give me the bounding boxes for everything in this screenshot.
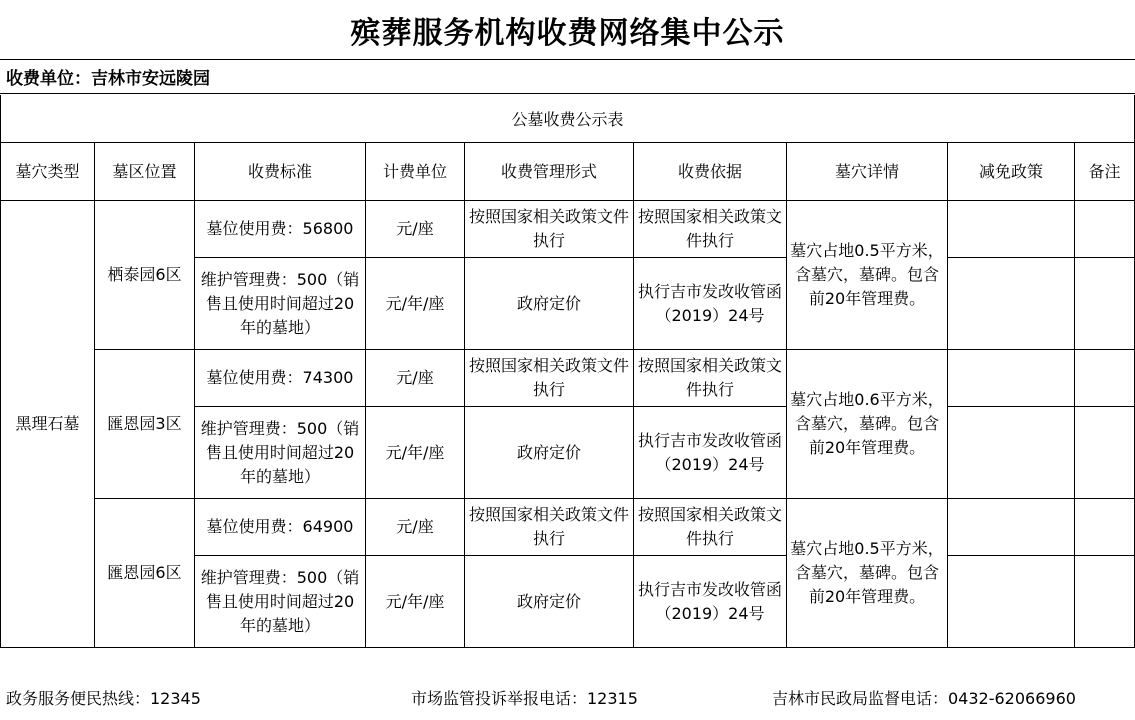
table-caption: 公墓收费公示表 [0,95,1135,143]
grave-type-cell: 黑理石墓 [1,201,95,648]
page-title: 殡葬服务机构收费网络集中公示 [0,0,1135,60]
header-grave-type: 墓穴类型 [1,143,95,201]
remarks-cell [1075,499,1135,556]
maint-unit-cell: 元/年/座 [366,258,465,350]
maint-basis-cell: 执行吉市发改收管函（2019）24号 [634,556,787,648]
header-form: 收费管理形式 [465,143,634,201]
header-unit: 计费单位 [366,143,465,201]
maint-form-cell: 政府定价 [465,556,634,648]
maint-basis-cell: 执行吉市发改收管函（2019）24号 [634,258,787,350]
supervision-text: 吉林市民政局监督电话：0432-62066960 [772,689,1076,708]
fee-standard-cell: 墓位使用费：74300 [195,350,366,407]
remarks-cell [1075,350,1135,407]
reduction-cell [948,499,1075,556]
fee-basis-cell: 按照国家相关政策文件执行 [634,350,787,407]
table-row [1,499,1135,556]
header-basis: 收费依据 [634,143,787,201]
header-row [1,143,1135,201]
fee-form-cell: 按照国家相关政策文件执行 [465,201,634,258]
table-row [1,350,1135,407]
area-cell: 匯恩园6区 [95,499,195,648]
fee-basis-cell: 按照国家相关政策文件执行 [634,201,787,258]
fee-unit-cell: 元/座 [366,201,465,258]
remarks-cell [1075,201,1135,258]
charging-unit: 收费单位：吉林市安远陵园 [0,60,1135,94]
detail-cell: 墓穴占地0.5平方米，含墓穴，墓碑。包含前20年管理费。 [787,499,948,648]
remarks-cell [1075,258,1135,350]
area-cell: 匯恩园3区 [95,350,195,499]
header-reduction: 减免政策 [948,143,1075,201]
reduction-cell [948,556,1075,648]
reduction-cell [948,407,1075,499]
header-standard: 收费标准 [195,143,366,201]
detail-cell: 墓穴占地0.6平方米，含墓穴，墓碑。包含前20年管理费。 [787,350,948,499]
detail-cell: 墓穴占地0.5平方米，含墓穴，墓碑。包含前20年管理费。 [787,201,948,350]
fee-form-cell: 按照国家相关政策文件执行 [465,350,634,407]
maint-unit-cell: 元/年/座 [366,556,465,648]
reduction-cell [948,350,1075,407]
maint-standard-cell: 维护管理费：500（销售且使用时间超过20年的墓地） [195,258,366,350]
fee-table [0,142,1135,648]
reduction-cell [948,258,1075,350]
header-detail: 墓穴详情 [787,143,948,201]
maint-form-cell: 政府定价 [465,258,634,350]
footer [0,686,1135,710]
fee-standard-cell: 墓位使用费：64900 [195,499,366,556]
remarks-cell [1075,556,1135,648]
maint-standard-cell: 维护管理费：500（销售且使用时间超过20年的墓地） [195,407,366,499]
area-cell: 栖泰园6区 [95,201,195,350]
maint-basis-cell: 执行吉市发改收管函（2019）24号 [634,407,787,499]
remarks-cell [1075,407,1135,499]
table-row [1,201,1135,258]
fee-form-cell: 按照国家相关政策文件执行 [465,499,634,556]
header-remarks: 备注 [1075,143,1135,201]
fee-standard-cell: 墓位使用费：56800 [195,201,366,258]
maint-unit-cell: 元/年/座 [366,407,465,499]
hotline-text: 政务服务便民热线：12345 [6,689,201,708]
maint-form-cell: 政府定价 [465,407,634,499]
fee-basis-cell: 按照国家相关政策文件执行 [634,499,787,556]
maint-standard-cell: 维护管理费：500（销售且使用时间超过20年的墓地） [195,556,366,648]
complaint-text: 市场监管投诉举报电话：12315 [411,689,638,708]
header-area: 墓区位置 [95,143,195,201]
reduction-cell [948,201,1075,258]
fee-unit-cell: 元/座 [366,499,465,556]
fee-unit-cell: 元/座 [366,350,465,407]
